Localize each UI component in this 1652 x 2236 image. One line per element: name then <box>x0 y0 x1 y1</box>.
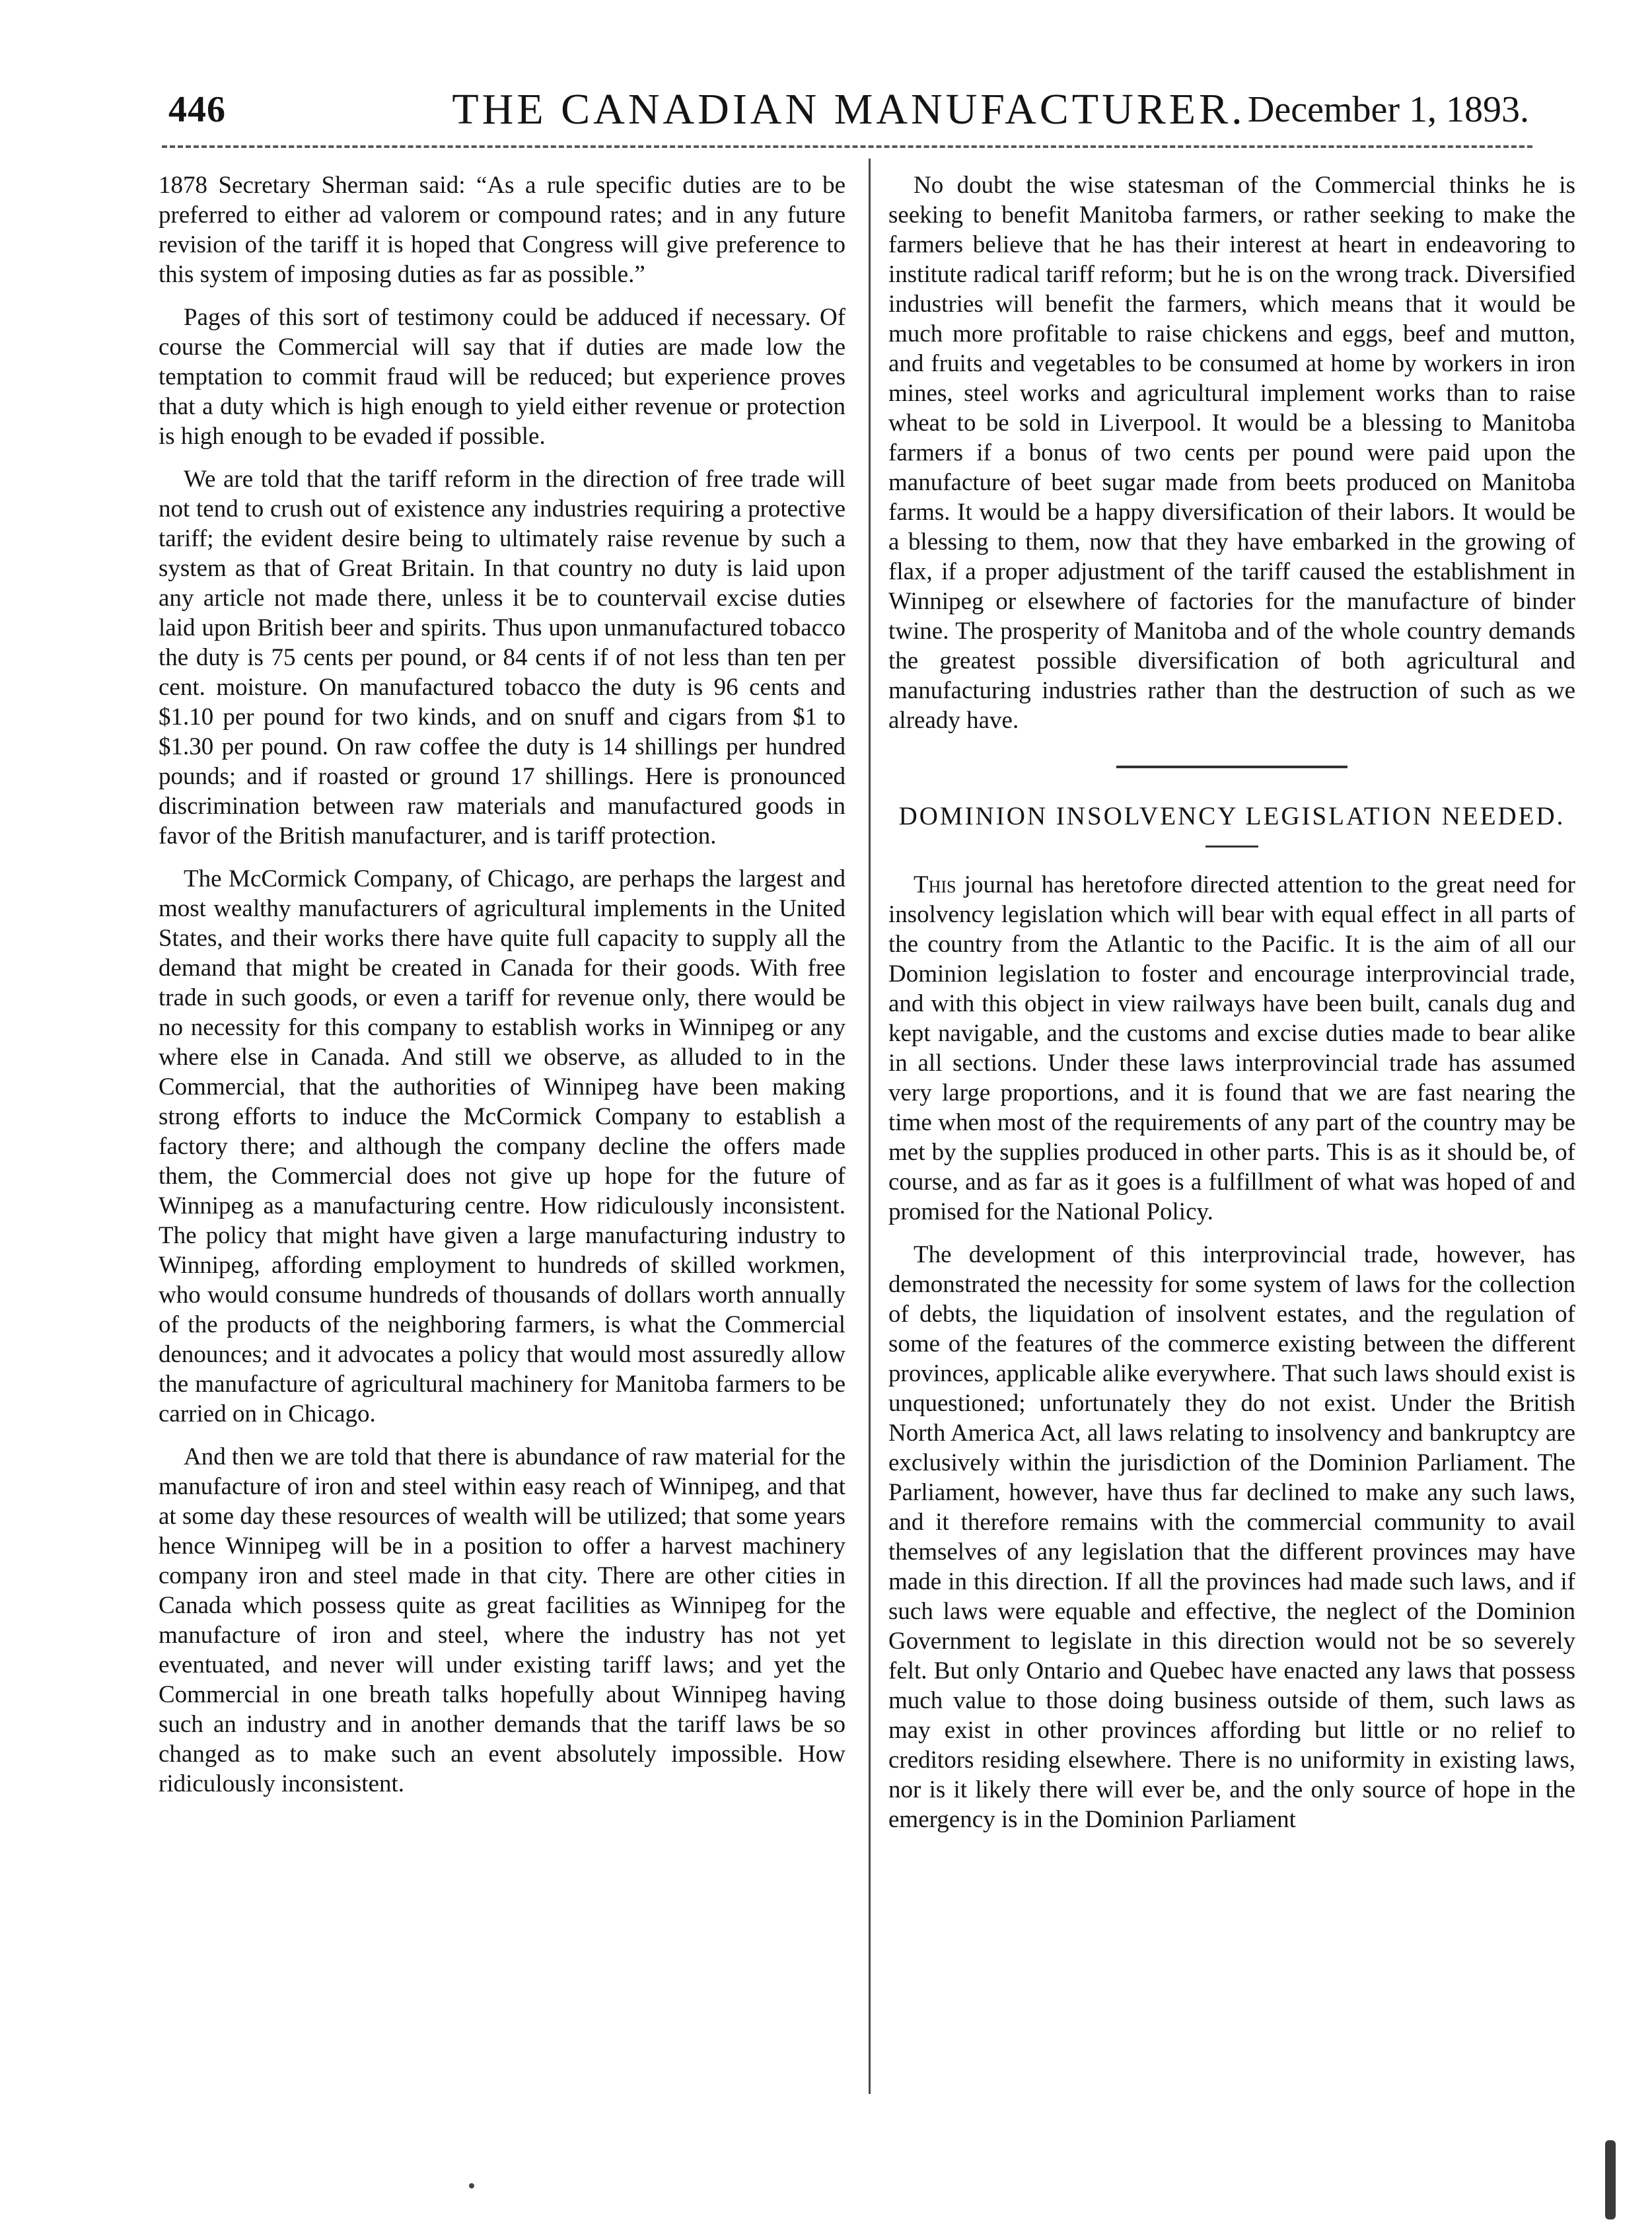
paragraph: No doubt the wise statesman of the Commercial thinks he is seeking to benefit Manitoba farmers, or rather seeking to make the farmers believe that he has their interest at heart in endeavoring to institute radical tariff reform; but he is on the wrong track. Diversified industries will benefit the farmers, which means that it would be much more profitable to raise chickens and eggs, beef and mutton, and fruits and vegetables to be consumed at home by workers in iron mines, steel works and agricultural implement works than to raise wheat to be sold in Liverpool. It would be a blessing to Manitoba farmers if a bonus of two cents per pound were paid upon the manufacture of beet sugar made from beets produced on Manitoba farms. It would be a happy diversification of their labors. It would be a blessing to them, now that they have embarked in the growing of flax, if a proper adjustment of the tariff caused the establishment in Winnipeg or elsewhere of factories for the manufacture of binder twine. The prosperity of Manitoba and of the whole country demands the greatest possible diversification of both agricultural and manufacturing industries rather than the destruction of such as we already have. <box>888 172 1575 734</box>
binding-mark <box>1605 2140 1616 2219</box>
paragraph-continued: 1878 Secretary Sherman said: “As a rule specific duties are to be preferred to either ad valorem or compound rates; and in any future revision of the tariff it is hoped that Congress will give preference to this system of imposing duties as far as possible.” <box>159 172 845 288</box>
column-divider <box>869 159 871 2094</box>
issue-date: December 1, 1893. <box>1247 89 1529 130</box>
print-mark <box>469 2183 474 2188</box>
article-heading: DOMINION INSOLVENCY LEGISLATION NEEDED. <box>898 802 1565 830</box>
header-rule <box>162 145 1532 148</box>
article-first-word: This <box>914 871 956 898</box>
section-divider <box>1116 766 1347 768</box>
left-column <box>159 170 845 2093</box>
page-number: 446 <box>168 89 226 130</box>
paragraph: And then we are told that there is abundance of raw material for the manufacture of iron and steel within easy reach of Winnipeg, and that at some day these resources of wealth will be utilized; that some years hence Winnipeg will be in a position to offer a harvest machinery company iron and steel made in that city. There are other cities in Canada which possess quite as great facilities as Winnipeg for the manufacture of iron and steel, where the industry has not yet eventuated, and never will under existing tariff laws; and yet the Commercial in one breath talks hopefully about Winnipeg having such an industry and in another demands that the tariff laws be so changed as to make such an event absolutely impossible. How ridiculously inconsistent. <box>159 1443 845 1797</box>
journal-title: THE CANADIAN MANUFACTURER. <box>452 85 1246 133</box>
paragraph: The McCormick Company, of Chicago, are perhaps the largest and most wealthy manufacturers of agricultural implements in the United States, and their works there have quite full capacity to supply all the demand that might be created in Canada for their goods. With free trade in such goods, or even a tariff for revenue only, there would be no necessity for this company to establish works in Winnipeg or any where else in Canada. And still we observe, as alluded to in the Commercial, that the authorities of Winnipeg have been making strong efforts to induce the McCormick Company to establish a factory there; and although the company decline the offers made them, the Commercial does not give up hope for the future of Winnipeg as a manufacturing centre. How ridiculously inconsistent. The policy that might have given a large manufacturing industry to Winnipeg, affording employment to hundreds of skilled workmen, who would consume hundreds of thousands of dollars worth annually of the products of the neighboring farmers, is what the Commercial denounces; and it advocates a policy that would most assuredly allow the manufacture of agricultural machinery for Manitoba farmers to be carried on in Chicago. <box>159 865 845 1427</box>
article-lead-paragraph <box>888 870 1575 1227</box>
page-header <box>168 85 1529 137</box>
paragraph: We are told that the tariff reform in the direction of free trade will not tend to crush out of existence any industries requiring a protective tariff; the evident desire being to ultimately raise revenue by such a system as that of Great Britain. In that country no duty is laid upon any article not made there, unless it be to countervail excise duties laid upon British beer and spirits. Thus upon unmanufactured tobacco the duty is 75 cents per pound, or 84 cents if of not less than ten per cent. moisture. On manufactured tobacco the duty is 96 cents and $1.10 per pound for two kinds, and on snuff and cigars from $1 to $1.30 per pound. On raw coffee the duty is 14 shillings per hundred pounds; and if roasted or ground 17 shillings. Here is pronounced discrimination between raw materials and manufactured goods in favor of the British manufacturer, and is tariff protection. <box>159 466 845 849</box>
article-lead-text: journal has heretofore directed attention to the great need for insolvency legislation which will bear with equal effect in all parts of the country from the Atlantic to the Pacific. It is the aim of all our Dominion legislation to foster and encourage interprovincial trade, and with this object in view railways have been built, canals dug and kept navigable, and the customs and excise duties made to bear alike in all sections. Under these laws interprovincial trade has assumed very large proportions, and it is found that we are fast nearing the time when most of the requirements of any part of the country may be met by the supplies produced in other parts. This is as it should be, of course, and as far as it goes is a fulfillment of what was hoped of and promised for the National Policy. <box>888 871 1575 1225</box>
heading-dash <box>1205 846 1258 848</box>
paragraph: Pages of this sort of testimony could be adduced if necessary. Of course the Commercial will say that if duties are made low the temptation to commit fraud will be reduced; but experience proves that a duty which is high enough to yield either revenue or protection is high enough to be evaded if possible. <box>159 304 845 450</box>
paragraph: The development of this interprovincial trade, however, has demonstrated the necessity for some system of laws for the collection of debts, the liquidation of insolvent estates, and the regulation of some of the features of the commerce existing between the different provinces, applicable alike everywhere. That such laws should exist is unquestioned; unfortunately they do not exist. Under the British North America Act, all laws relating to insolvency and bankruptcy are exclusively within the jurisdiction of the Dominion Parliament. The Parliament, however, have thus far declined to make any such laws, and it therefore remains with the commercial community to avail themselves of any legislation that the different provinces may have made in this direction. If all the provinces had made such laws, and if such laws were equable and effective, the neglect of the Dominion Government to legislate in this direction would not be so severely felt. But only Ontario and Quebec have enacted any laws that possess much value to those doing business outside of them, such laws as may exist in other provinces affording but little or no relief to creditors residing elsewhere. There is no uniformity in existing laws, nor is it likely there will ever be, and the only source of hope in the emergency is in the Dominion Parliament <box>888 1241 1575 1833</box>
right-column <box>888 170 1575 2093</box>
